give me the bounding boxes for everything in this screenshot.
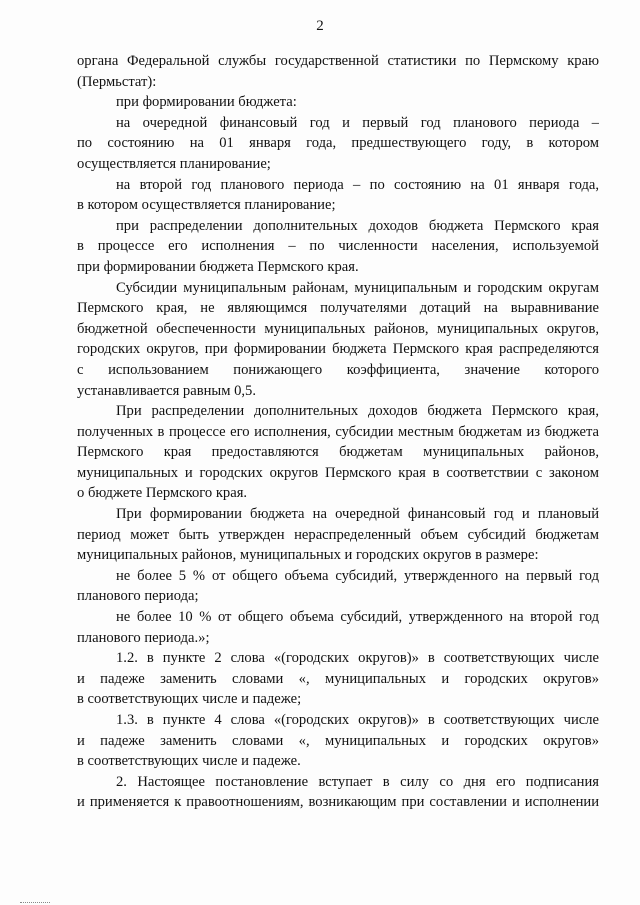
page-number: 2 <box>316 18 324 34</box>
text-line: и падеже заменить словами «, муниципальных и городских округов» <box>77 670 599 687</box>
text-line: органа Федеральной службы государственной статистики по Пермскому краю <box>77 53 599 69</box>
text-line: в соответствующих числе и падеже. <box>77 753 301 770</box>
text-line: полученных в процессе его исполнения, субсидии местным бюджетам из бюджета <box>77 423 599 440</box>
text-line: городских округов, при формировании бюджета Пермского края распределяются <box>77 341 599 358</box>
text-line: период может быть утвержден нераспределенный объем субсидий бюджетам <box>77 526 599 543</box>
scan-edge-mark <box>20 902 50 903</box>
text-line: при формировании бюджета Пермского края. <box>77 258 359 275</box>
text-line: при распределении дополнительных доходов бюджета Пермского края <box>116 217 599 234</box>
text-line: в соответствующих числе и падеже; <box>77 691 302 708</box>
text-line: 2. Настоящее постановление вступает в силу со дня его подписания <box>116 773 599 790</box>
text-line: муниципальных и городских округов Пермского края в соответствии с законом <box>77 464 599 481</box>
text-line: Пермского края, не являющимся получателями дотаций на выравнивание <box>77 300 599 317</box>
text-line: 1.2. в пункте 2 слова «(городских округов)» в соответствующих числе <box>116 650 599 667</box>
text-line: устанавливается равным 0,5. <box>77 382 256 399</box>
text-line: планового периода; <box>77 588 199 605</box>
text-line: (Пермьстат): <box>77 73 157 90</box>
text-line: в котором осуществляется планирование; <box>77 197 336 214</box>
document-body <box>77 51 599 813</box>
text-line: не более 10 % от общего объема субсидий, утвержденного на второй год <box>116 609 599 626</box>
text-line: Субсидии муниципальным районам, муниципальным и городским округам <box>116 279 599 296</box>
text-line: 1.3. в пункте 4 слова «(городских округов)» в соответствующих числе <box>116 712 599 728</box>
text-line: При распределении дополнительных доходов бюджета Пермского края, <box>116 403 599 420</box>
text-line: муниципальных районов, муниципальных и городских округов в размере: <box>77 547 539 564</box>
text-line: в процессе его исполнения – по численности населения, используемой <box>77 238 599 255</box>
text-line: по состоянию на 01 января года, предшествующего году, в котором <box>77 135 599 152</box>
text-line: не более 5 % от общего объема субсидий, утвержденного на первый год <box>116 567 599 584</box>
text-line: при формировании бюджета: <box>116 94 297 111</box>
text-line: и падеже заменить словами «, муниципальных и городских округов» <box>77 732 599 749</box>
text-line: о бюджете Пермского края. <box>77 485 248 502</box>
text-line: осуществляется планирование; <box>77 155 271 172</box>
text-line: на очередной финансовый год и первый год планового периода – <box>116 114 599 131</box>
text-line: Пермского края предоставляются бюджетам муниципальных районов, <box>77 444 599 461</box>
text-line: При формировании бюджета на очередной финансовый год и плановый <box>116 506 599 523</box>
text-line: с использованием понижающего коэффициента, значение которого <box>77 361 599 378</box>
text-line: планового периода.»; <box>77 629 210 646</box>
text-line: бюджетной обеспеченности муниципальных районов, муниципальных округов, <box>77 320 599 337</box>
text-line: на второй год планового периода – по состоянию на 01 января года, <box>116 176 599 193</box>
text-line: и применяется к правоотношениям, возникающим при составлении и исполнении <box>77 794 599 811</box>
